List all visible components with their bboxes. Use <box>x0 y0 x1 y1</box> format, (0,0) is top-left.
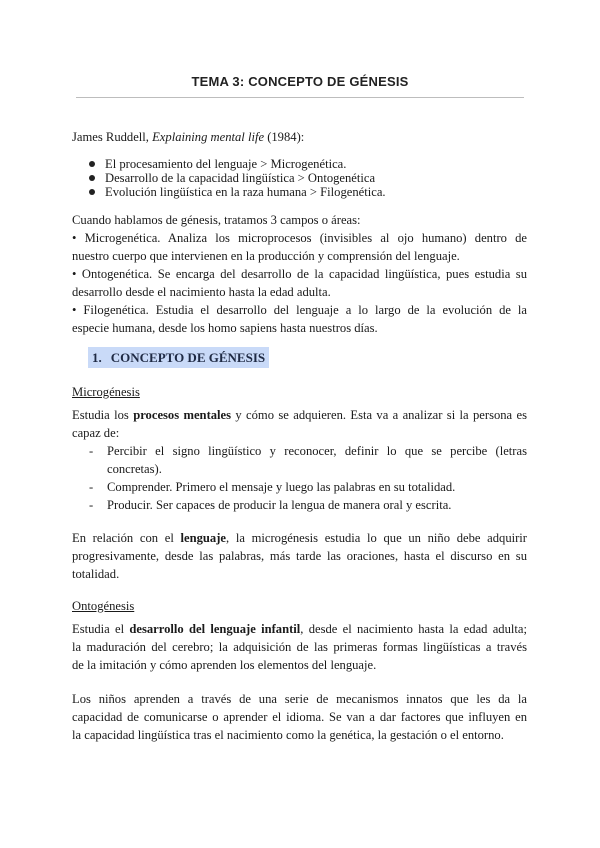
intro-lead: Cuando hablamos de génesis, tratamos 3 campos o áreas: <box>72 213 361 227</box>
list-item: - Comprender. Primero el mensaje y luego las palabras en su totalidad. <box>89 480 456 494</box>
intro-micro-line2: nuestro cuerpo que intervienen en la producción y comprensión del lenguaje. <box>72 249 460 263</box>
list-item: - Producir. Ser capaces de producir la lengua de manera oral y escrita. <box>89 498 452 512</box>
microgenesis-paragraph-1: Estudia los procesos mentales y cómo se adquieren. Esta va a analizar si la persona es capaz de: <box>72 408 527 440</box>
document-title: TEMA 3: CONCEPTO DE GÉNESIS <box>191 74 409 89</box>
ontogenesis-paragraph-1: Estudia el desarrollo del lenguaje infantil, desde el nacimiento hasta la edad adulta; la maduración del cerebro; la adquisición de las primeras formas lingüísticas a través de la imitación y cómo aprenden los elementos del lenguaje. <box>72 622 527 672</box>
list-item: - Percibir el signo lingüístico y reconocer, definir lo que se percibe (letras concretas). <box>89 444 527 476</box>
ontogenesis-paragraph-2: Los niños aprenden a través de una serie de mecanismos innatos que les da la capacidad de comunicarse o aprender el idioma. Se van a dar factores que influyen en la capacidad lingüística tras el nacimiento como la genética, la gestación o el entorno. <box>72 692 527 742</box>
section-heading <box>88 347 269 368</box>
bullet-icon <box>89 189 95 195</box>
subheading-ontogenesis: Ontogénesis <box>72 599 135 613</box>
intro-onto-line1: • Ontogenética. Se encarga del desarrollo de la capacidad lingüística, pues estudia su <box>72 267 527 281</box>
dash-icon: - <box>89 498 94 512</box>
intro-onto-line2: desarrollo desde el nacimiento hasta la edad adulta. <box>72 285 331 299</box>
microgenesis-paragraph-2: En relación con el lenguaje, la microgénesis estudia lo que un niño debe adquirir progresivamente, desde las palabras, más tarde las oraciones, hasta el discurso en su totalidad. <box>72 531 528 581</box>
subheading-microgenesis: Microgénesis <box>72 385 140 399</box>
intro-micro-line1: • Microgenética. Analiza los microprocesos (invisibles al ojo humano) dentro de <box>72 231 527 245</box>
bullet-list <box>72 157 386 199</box>
citation-work: Explaining mental life <box>152 130 265 144</box>
list-item: Evolución lingüística en la raza humana > Filogenética. <box>72 185 386 199</box>
dash-icon: - <box>89 480 94 494</box>
list-item: El procesamiento del lenguaje > Microgenética. <box>72 157 386 171</box>
intro-filo-line2: especie humana, desde los homo sapiens hasta nuestros días. <box>72 321 378 335</box>
bold-term: lenguaje <box>180 531 226 545</box>
bullet-icon <box>89 175 95 181</box>
bold-term: procesos mentales <box>133 408 232 422</box>
section-number: 1. <box>92 350 102 365</box>
list-item: Desarrollo de la capacidad lingüística > Ontogenética <box>72 171 386 185</box>
bold-term: desarrollo del lenguaje infantil <box>129 622 301 636</box>
title-divider <box>76 97 524 98</box>
intro-paragraph <box>72 211 527 337</box>
dash-icon: - <box>89 444 94 458</box>
citation-author: James Ruddell, <box>72 130 153 144</box>
section-title: CONCEPTO DE GÉNESIS <box>110 350 266 365</box>
citation <box>72 128 527 146</box>
citation-year: (1984): <box>264 130 305 144</box>
bullet-icon <box>89 161 95 167</box>
microgenesis-list <box>72 442 527 514</box>
intro-filo-line1: • Filogenética. Estudia el desarrollo del lenguaje a lo largo de la evolución de la <box>72 303 527 317</box>
